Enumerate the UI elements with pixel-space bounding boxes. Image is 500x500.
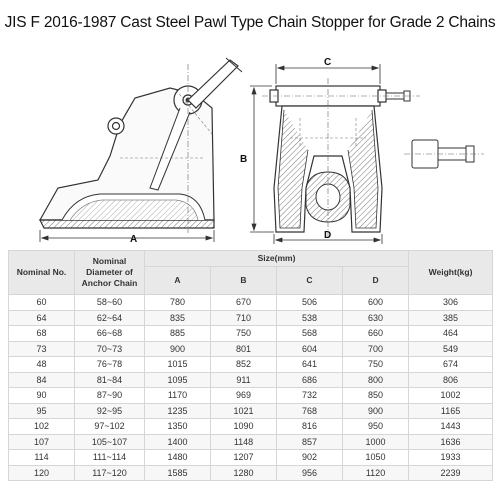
cell-c: 538 <box>277 310 343 326</box>
cell-d: 1050 <box>343 450 409 466</box>
cell-nominal-no: 48 <box>9 357 75 373</box>
cell-weight: 806 <box>409 372 493 388</box>
cell-c: 768 <box>277 403 343 419</box>
cell-diameter: 70~73 <box>75 341 145 357</box>
cell-d: 660 <box>343 326 409 342</box>
cell-diameter: 81~84 <box>75 372 145 388</box>
cell-weight: 549 <box>409 341 493 357</box>
dimension-a-label: A <box>130 234 138 245</box>
cell-a: 1350 <box>145 419 211 435</box>
cell-b: 1148 <box>211 434 277 450</box>
cell-a: 885 <box>145 326 211 342</box>
cell-c: 732 <box>277 388 343 404</box>
cell-d: 850 <box>343 388 409 404</box>
cell-c: 816 <box>277 419 343 435</box>
cell-nominal-no: 114 <box>9 450 75 466</box>
side-view <box>40 58 242 233</box>
table-row <box>9 310 493 326</box>
cell-d: 800 <box>343 372 409 388</box>
table-row <box>9 388 493 404</box>
cell-weight: 1636 <box>409 434 493 450</box>
table-row <box>9 450 493 466</box>
header-c: C <box>277 267 343 295</box>
cell-b: 801 <box>211 341 277 357</box>
table-row <box>9 295 493 311</box>
cell-a: 1015 <box>145 357 211 373</box>
header-a: A <box>145 267 211 295</box>
table-row <box>9 403 493 419</box>
header-size: Size(mm) <box>145 251 409 267</box>
cell-diameter: 76~78 <box>75 357 145 373</box>
cell-nominal-no: 102 <box>9 419 75 435</box>
cell-d: 1000 <box>343 434 409 450</box>
cell-d: 1120 <box>343 465 409 481</box>
cell-a: 1480 <box>145 450 211 466</box>
cell-nominal-no: 120 <box>9 465 75 481</box>
page-title: JIS F 2016-1987 Cast Steel Pawl Type Chain Stopper for Grade 2 Chains <box>4 14 496 31</box>
header-b: B <box>211 267 277 295</box>
cell-d: 950 <box>343 419 409 435</box>
cell-weight: 385 <box>409 310 493 326</box>
cell-diameter: 97~102 <box>75 419 145 435</box>
dimension-c-label: C <box>324 57 332 68</box>
cell-nominal-no: 107 <box>9 434 75 450</box>
cell-nominal-no: 60 <box>9 295 75 311</box>
cell-nominal-no: 68 <box>9 326 75 342</box>
header-weight: Weight(kg) <box>409 251 493 295</box>
chain-stopper-drawing <box>0 38 500 246</box>
cell-diameter: 62~64 <box>75 310 145 326</box>
cell-weight: 2239 <box>409 465 493 481</box>
cell-d: 700 <box>343 341 409 357</box>
cell-c: 506 <box>277 295 343 311</box>
table-row <box>9 341 493 357</box>
cell-b: 1021 <box>211 403 277 419</box>
cell-nominal-no: 84 <box>9 372 75 388</box>
table-row <box>9 372 493 388</box>
cell-a: 1235 <box>145 403 211 419</box>
cell-diameter: 66~68 <box>75 326 145 342</box>
cell-nominal-no: 95 <box>9 403 75 419</box>
cell-d: 630 <box>343 310 409 326</box>
cell-weight: 1002 <box>409 388 493 404</box>
cell-diameter: 117~120 <box>75 465 145 481</box>
cell-a: 900 <box>145 341 211 357</box>
cell-b: 750 <box>211 326 277 342</box>
cell-a: 1400 <box>145 434 211 450</box>
spec-table <box>8 250 493 481</box>
header-nominal-no: Nominal No. <box>9 251 75 295</box>
cell-d: 600 <box>343 295 409 311</box>
cell-c: 686 <box>277 372 343 388</box>
cell-a: 1585 <box>145 465 211 481</box>
cell-weight: 1933 <box>409 450 493 466</box>
cell-weight: 674 <box>409 357 493 373</box>
table-row <box>9 465 493 481</box>
cell-nominal-no: 64 <box>9 310 75 326</box>
cell-a: 1095 <box>145 372 211 388</box>
cell-c: 568 <box>277 326 343 342</box>
cell-b: 670 <box>211 295 277 311</box>
table-row <box>9 419 493 435</box>
cell-weight: 1443 <box>409 419 493 435</box>
cell-a: 780 <box>145 295 211 311</box>
cell-d: 750 <box>343 357 409 373</box>
cell-b: 1280 <box>211 465 277 481</box>
cell-diameter: 92~95 <box>75 403 145 419</box>
table-row <box>9 434 493 450</box>
cell-diameter: 105~107 <box>75 434 145 450</box>
cell-b: 710 <box>211 310 277 326</box>
cell-nominal-no: 90 <box>9 388 75 404</box>
cell-diameter: 111~114 <box>75 450 145 466</box>
table-body <box>9 295 493 481</box>
cell-b: 1090 <box>211 419 277 435</box>
pin-assembly <box>404 140 484 168</box>
cell-nominal-no: 73 <box>9 341 75 357</box>
cell-weight: 306 <box>409 295 493 311</box>
cell-weight: 1165 <box>409 403 493 419</box>
technical-drawing <box>0 38 500 246</box>
cell-c: 604 <box>277 341 343 357</box>
cell-b: 852 <box>211 357 277 373</box>
header-d: D <box>343 267 409 295</box>
front-view <box>262 78 420 238</box>
dimension-d-label: D <box>324 230 332 241</box>
cell-d: 900 <box>343 403 409 419</box>
cell-b: 1207 <box>211 450 277 466</box>
table-row <box>9 357 493 373</box>
cell-b: 969 <box>211 388 277 404</box>
cell-c: 641 <box>277 357 343 373</box>
cell-diameter: 87~90 <box>75 388 145 404</box>
cell-a: 1170 <box>145 388 211 404</box>
cell-diameter: 58~60 <box>75 295 145 311</box>
header-diameter: Nominal Diameter of Anchor Chain <box>75 251 145 295</box>
cell-c: 956 <box>277 465 343 481</box>
dimension-b-label: B <box>240 154 248 165</box>
cell-b: 911 <box>211 372 277 388</box>
cell-weight: 464 <box>409 326 493 342</box>
cell-c: 902 <box>277 450 343 466</box>
table-row <box>9 326 493 342</box>
dimension-b <box>250 86 274 232</box>
table-header <box>9 251 493 295</box>
cell-c: 857 <box>277 434 343 450</box>
cell-a: 835 <box>145 310 211 326</box>
